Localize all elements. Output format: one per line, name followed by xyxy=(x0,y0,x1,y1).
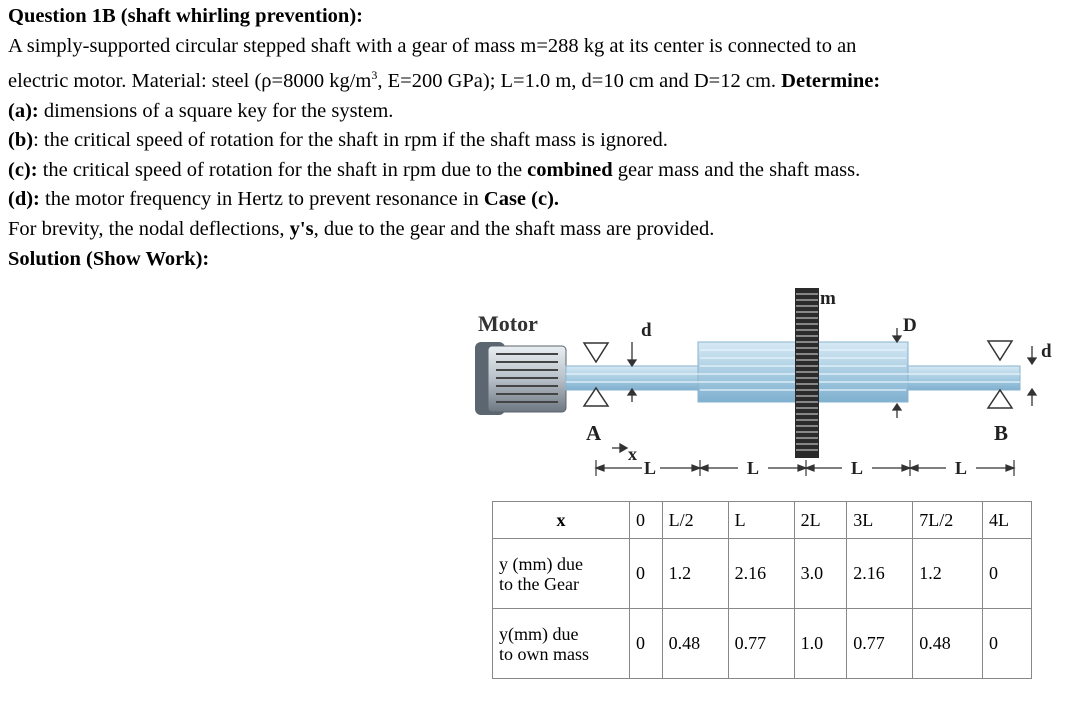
table-cell: L xyxy=(728,502,794,539)
support-a-label: A xyxy=(586,421,602,445)
table-cell: 0.77 xyxy=(847,609,913,679)
table-cell: 1.2 xyxy=(662,539,728,609)
part-b: (b): the critical speed of rotation for the shaft in rpm if the shaft mass is ignored. xyxy=(8,129,668,152)
motor-label: Motor xyxy=(478,311,538,336)
table-cell: 0 xyxy=(630,502,663,539)
part-d: (d): the motor frequency in Hertz to prevent resonance in Case (c). xyxy=(8,188,560,211)
deflection-table xyxy=(492,501,1032,679)
span-label-2: L xyxy=(747,458,760,478)
table-cell: 0 xyxy=(983,539,1032,609)
part-c: (c): the critical speed of rotation for the shaft in rpm due to the combined gear mass and the shaft mass. xyxy=(8,158,861,181)
support-b-icon xyxy=(988,341,1012,408)
table-cell: 2L xyxy=(794,502,847,539)
span-dimension-line xyxy=(596,460,1014,476)
table-cell: 3L xyxy=(847,502,913,539)
x-label: x xyxy=(628,444,637,464)
table-cell: 2.16 xyxy=(728,539,794,609)
intro-line-2: electric motor. Material: steel (ρ=8000 $kg/m^3$, E=200 GPa); L=1.0 m, d=10 cm and D=12 cm. Determine: xyxy=(8,68,881,93)
support-a-icon xyxy=(584,343,608,406)
table-cell: 0.48 xyxy=(913,609,983,679)
mass-row-header: y(mm) due to own mass xyxy=(493,609,630,679)
gear-mass-label: m xyxy=(820,288,836,309)
table-cell: 0.77 xyxy=(728,609,794,679)
table-cell: 0 xyxy=(983,609,1032,679)
diameter-arrows xyxy=(628,328,1036,418)
table-cell: 3.0 xyxy=(794,539,847,609)
gear-row-header: y (mm) due to the Gear xyxy=(493,539,630,609)
question-title: Question 1B (shaft whirling prevention): xyxy=(8,5,363,27)
part-a: (a): dimensions of a square key for the system. xyxy=(8,99,394,122)
shaft-center xyxy=(698,342,908,402)
table-cell: 2.16 xyxy=(847,539,913,609)
table-cell: 7L/2 xyxy=(913,502,983,539)
span-label-1: L xyxy=(644,458,657,478)
large-diameter-label: D xyxy=(903,315,917,336)
span-label-4: L xyxy=(955,458,968,478)
x-header: x xyxy=(493,502,630,539)
table-cell: 0.48 xyxy=(662,609,728,679)
x-axis-arrow xyxy=(612,444,627,452)
table-row-gear xyxy=(493,539,1032,609)
motor-icon xyxy=(475,342,566,415)
table-row-x xyxy=(493,502,1032,539)
span-label-3: L xyxy=(851,458,864,478)
gear-icon xyxy=(795,288,819,458)
table-cell: 1.2 xyxy=(913,539,983,609)
shaft-right xyxy=(906,366,1020,390)
right-diameter-label: d xyxy=(1041,341,1052,362)
shaft-left xyxy=(566,366,700,390)
table-cell: 0 xyxy=(630,539,663,609)
left-diameter-label: d xyxy=(641,320,652,341)
table-cell: 4L xyxy=(983,502,1032,539)
table-row-mass xyxy=(493,609,1032,679)
support-b-label: B xyxy=(994,421,1009,445)
brevity-note: For brevity, the nodal deflections, y's, due to the gear and the shaft mass are provided. xyxy=(8,217,715,240)
table-cell: 1.0 xyxy=(794,609,847,679)
table-cell: 0 xyxy=(630,609,663,679)
solution-heading: Solution (Show Work): xyxy=(8,247,210,270)
intro-line-1: A simply-supported circular stepped shaft with a gear of mass m=288 kg at its center is connected to an xyxy=(8,34,857,57)
problem-statement xyxy=(8,2,1066,274)
table-cell: L/2 xyxy=(662,502,728,539)
